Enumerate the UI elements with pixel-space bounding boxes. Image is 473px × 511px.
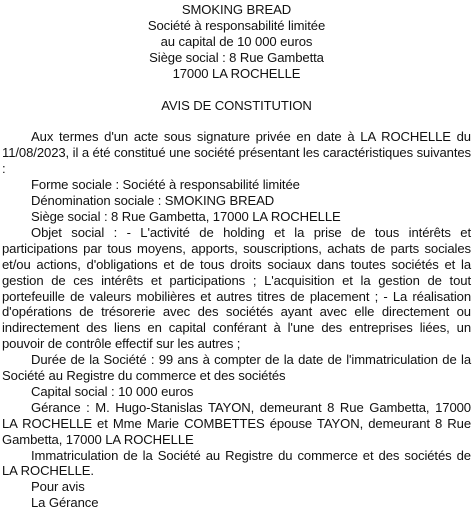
company-name: SMOKING BREAD: [181, 2, 292, 17]
notice-body: [2, 129, 471, 511]
notice-header: [2, 2, 471, 82]
objet-social: Objet social : - L'activité de holding et la prise de tous intérêts et participations par tous moyens, apports, souscriptions, achats de parts sociales et/ou actions, d'obligations et de tous droits sociaux dans toutes sociétés et la gestion de ces intérêts et participations ; L'acquisition et la gestion de tout portefeuille de valeurs mobilières et autres titres de placement ; - La réalisation d'opérations de trésorerie avec des sociétés ayant avec elle directement ou indirectement des liens en capital conférant à l'une des entreprises liées, un pouvoir de contrôle effectif sur les autres ;: [2, 224, 471, 352]
denomination-sociale: Dénomination sociale : SMOKING BREAD: [31, 193, 275, 209]
company-city: 17000 LA ROCHELLE: [172, 65, 301, 81]
company-form: Société à responsabilité limitée: [147, 17, 326, 33]
company-seat: Siège social : 8 Rue Gambetta: [149, 49, 324, 65]
notice-title: AVIS DE CONSTITUTION: [161, 97, 312, 113]
intro-paragraph: Aux termes d'un acte sous signature privée en date à LA ROCHELLE du 11/08/2023, il a été constitué une société présentant les caractéristiques suivantes :: [2, 129, 471, 177]
duree-societe: Durée de la Société : 99 ans à compter de la date de l'immatriculation de la Société au Registre du commerce et des sociétés: [2, 352, 471, 384]
forme-sociale: Forme sociale : Société à responsabilité limitée: [31, 177, 300, 193]
immatriculation: Immatriculation de la Société au Registre du commerce et des sociétés de LA ROCHELLE.: [2, 447, 471, 479]
capital-social: Capital social : 10 000 euros: [31, 383, 194, 399]
siege-social: Siège social : 8 Rue Gambetta, 17000 LA ROCHELLE: [31, 208, 341, 224]
closing-pour-avis: Pour avis: [31, 479, 85, 495]
company-capital: au capital de 10 000 euros: [160, 33, 313, 49]
gerance: Gérance : M. Hugo-Stanislas TAYON, demeurant 8 Rue Gambetta, 17000 LA ROCHELLE et Mme Marie COMBETTES épouse TAYON, demeurant 8 Rue Gambetta, 17000 LA ROCHELLE: [2, 399, 471, 447]
signature: La Gérance: [31, 495, 99, 511]
